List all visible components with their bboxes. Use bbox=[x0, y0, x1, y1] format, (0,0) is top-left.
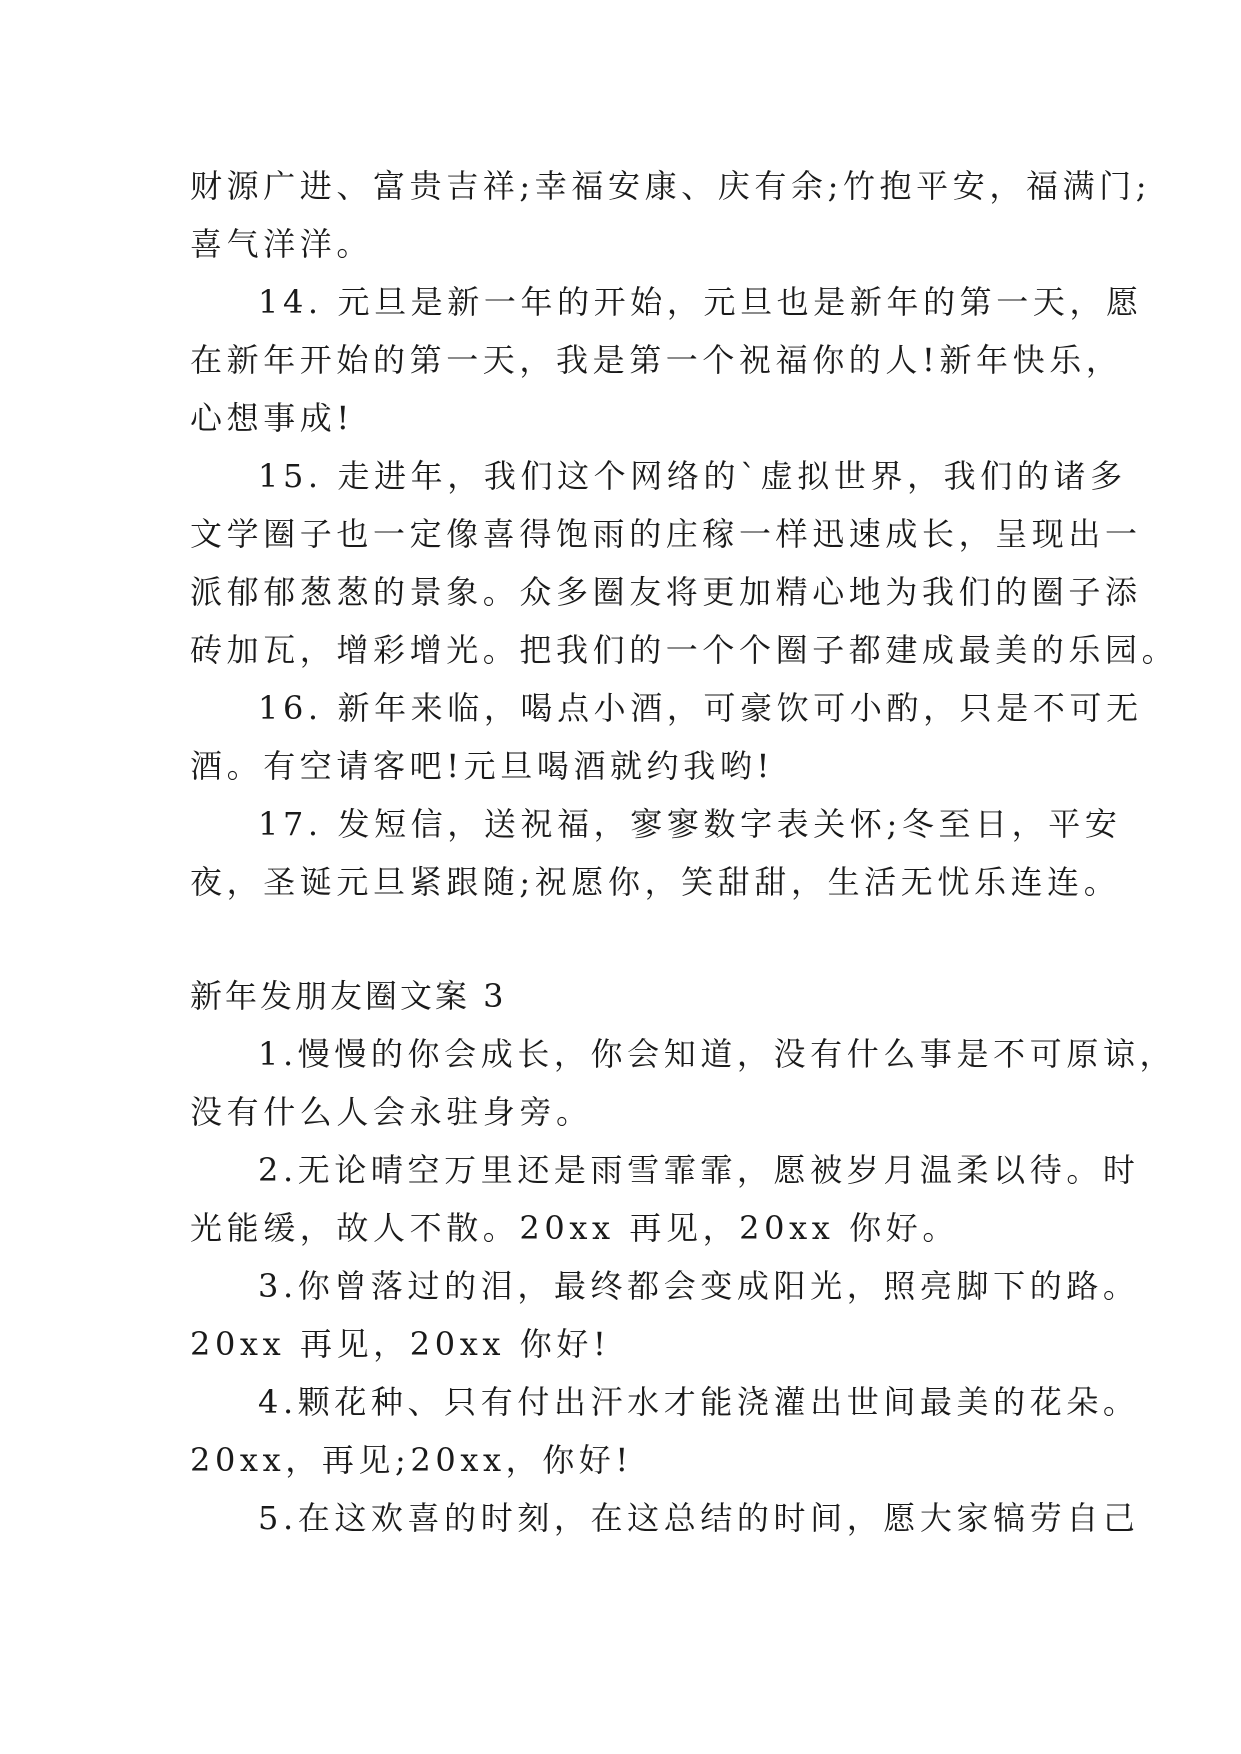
text-line: 夜，圣诞元旦紧跟随;祝愿你，笑甜甜，生活无忧乐连连。 bbox=[190, 863, 1121, 901]
paragraph-15-start: 15. 走进年，我们这个网络的`虚拟世界，我们的诸多 bbox=[258, 457, 1127, 495]
text-line: 喜气洋洋。 bbox=[190, 225, 374, 263]
text-line: 20xx 再见，20xx 你好! bbox=[190, 1325, 611, 1363]
text-line: 文学圈子也一定像喜得饱雨的庄稼一样迅速成长，呈现出一 bbox=[190, 515, 1142, 553]
section-heading: 新年发朋友圈文案 3 bbox=[190, 977, 507, 1015]
paragraph-1-start: 1.慢慢的你会成长，你会知道，没有什么事是不可原谅， bbox=[258, 1035, 1177, 1073]
text-line: 没有什么人会永驻身旁。 bbox=[190, 1093, 593, 1131]
text-line: 光能缓，故人不散。20xx 再见，20xx 你好。 bbox=[190, 1209, 959, 1247]
text-line: 心想事成! bbox=[190, 399, 354, 437]
text-line: 派郁郁葱葱的景象。众多圈友将更加精心地为我们的圈子添 bbox=[190, 573, 1142, 611]
text-line: 在新年开始的第一天，我是第一个祝福你的人!新年快乐， bbox=[190, 341, 1123, 379]
paragraph-5-start: 5.在这欢喜的时刻，在这总结的时间，愿大家犒劳自己 bbox=[258, 1499, 1140, 1537]
paragraph-17-start: 17. 发短信，送祝福，寥寥数字表关怀;冬至日，平安 bbox=[258, 805, 1122, 843]
text-line: 20xx，再见;20xx，你好! bbox=[190, 1441, 633, 1479]
paragraph-16-start: 16. 新年来临，喝点小酒，可豪饮可小酌，只是不可无 bbox=[258, 689, 1143, 727]
paragraph-14-start: 14. 元旦是新一年的开始，元旦也是新年的第一天，愿 bbox=[258, 283, 1143, 321]
paragraph-3-start: 3.你曾落过的泪，最终都会变成阳光，照亮脚下的路。 bbox=[258, 1267, 1140, 1305]
paragraph-2-start: 2.无论晴空万里还是雨雪霏霏，愿被岁月温柔以待。时 bbox=[258, 1151, 1140, 1189]
paragraph-4-start: 4.颗花种、只有付出汗水才能浇灌出世间最美的花朵。 bbox=[258, 1383, 1140, 1421]
text-line: 财源广进、富贵吉祥;幸福安康、庆有余;竹抱平安，福满门; bbox=[190, 167, 1152, 205]
text-line: 酒。有空请客吧!元旦喝酒就约我哟! bbox=[190, 747, 774, 785]
text-line: 砖加瓦，增彩增光。把我们的一个个圈子都建成最美的乐园。 bbox=[190, 631, 1179, 669]
